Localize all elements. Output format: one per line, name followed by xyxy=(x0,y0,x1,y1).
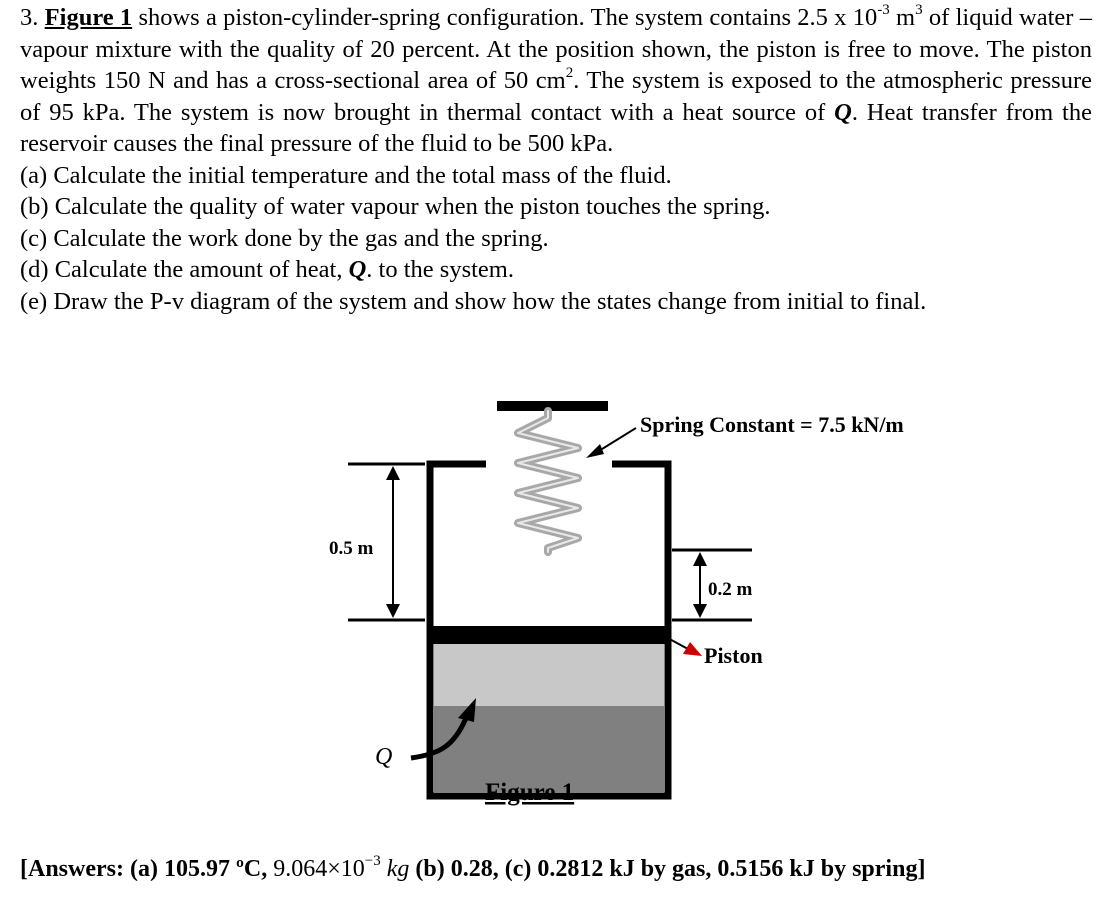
mass-base: 10 xyxy=(340,856,365,882)
question-parts xyxy=(20,160,1092,318)
answers-mass xyxy=(273,853,410,882)
height-dim-arrow-up xyxy=(386,466,400,480)
part-d-suffix: . to the system. xyxy=(366,256,514,283)
gap-dim-arrow-up xyxy=(693,552,707,566)
part-a-text: (a) Calculate the initial temperature and the total mass of the fluid. xyxy=(20,161,672,189)
part-d-text: (d) Calculate the amount of heat, xyxy=(20,256,349,283)
spring-constant-label: Spring Constant = 7.5 kN/m xyxy=(640,412,904,437)
mass-coefficient: 9.064 xyxy=(273,856,328,882)
piston xyxy=(430,626,668,644)
exponent-2: 3 xyxy=(915,1,923,18)
mass-unit: kg xyxy=(386,856,410,882)
spring-pointer-arrow xyxy=(586,444,604,458)
spring-mount-plate xyxy=(497,401,608,411)
part-c xyxy=(20,223,1092,255)
intro-text-4: . The system is exposed to the atmospheric pressure of 95 kPa. The system is now brought in thermal contact with a heat source of xyxy=(20,67,1092,126)
piston-pointer-arrow xyxy=(683,642,702,656)
exponent-3: 2 xyxy=(565,64,574,81)
heat-symbol: Q xyxy=(834,98,852,126)
answers-line xyxy=(20,853,926,883)
gap-label: 0.2 m xyxy=(708,579,753,600)
answers-open: [Answers: (a) 105.97 ºC, xyxy=(20,856,274,882)
part-d-heat-symbol: Q xyxy=(348,256,367,283)
intro-text-5: . Heat transfer from the reservoir causes the final pressure of the fluid to be 500 kPa. xyxy=(20,98,1092,157)
heat-label: Q xyxy=(375,744,393,770)
vapour-region xyxy=(434,644,664,706)
problem-number: 3. xyxy=(20,4,39,31)
part-a xyxy=(20,160,1092,192)
intro-text-2: m xyxy=(889,4,916,31)
answers-rest: (b) 0.28, (c) 0.2812 kJ by gas, 0.5156 kJ by spring] xyxy=(409,856,926,882)
times-sign: × xyxy=(327,856,341,882)
part-b-text: (b) Calculate the quality of water vapour when the piston touches the spring. xyxy=(20,193,771,220)
intro-text-1: shows a piston-cylinder-spring configuration. The system contains 2.5 x 10 xyxy=(132,4,878,31)
height-label: 0.5 m xyxy=(329,538,374,559)
part-c-text: (c) Calculate the work done by the gas and the spring. xyxy=(20,224,549,252)
piston-cylinder-figure xyxy=(0,380,1106,820)
part-e xyxy=(20,286,1092,318)
part-b xyxy=(20,191,1092,223)
part-d xyxy=(20,254,1092,286)
problem-statement xyxy=(20,2,1092,317)
mass-exponent: −3 xyxy=(364,853,381,869)
figure-reference: Figure 1 xyxy=(44,4,133,31)
figure-caption: Figure 1 xyxy=(485,779,575,806)
part-e-text: (e) Draw the P-v diagram of the system and show how the states change from initial to final. xyxy=(20,287,927,315)
gap-dim-arrow-down xyxy=(693,604,707,618)
problem-intro xyxy=(20,2,1092,160)
height-dim-arrow-down xyxy=(386,604,400,618)
exponent-1: -3 xyxy=(877,1,890,18)
piston-label: Piston xyxy=(704,643,763,668)
intro-text-3: of liquid water – vapour mixture with the quality of 20 percent. At the position shown, the piston is free to move. The piston weights 150 N and has a cross-sectional area of 50 cm xyxy=(20,4,1092,94)
